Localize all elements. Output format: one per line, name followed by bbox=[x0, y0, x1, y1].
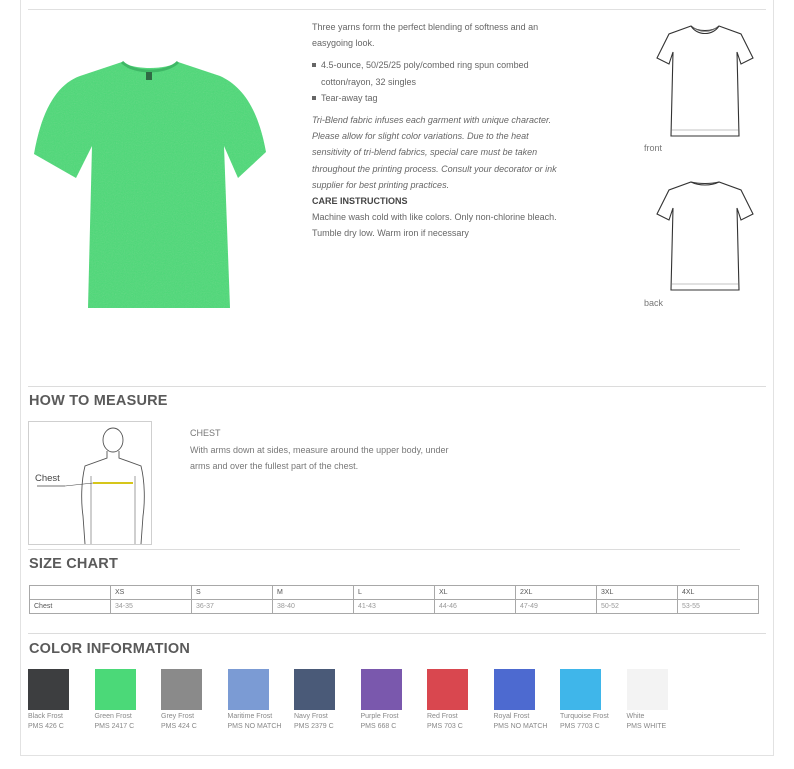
color-chip bbox=[361, 669, 402, 710]
color-pms: PMS NO MATCH bbox=[227, 723, 282, 730]
color-name: Turquoise Frost bbox=[560, 713, 609, 720]
section-divider bbox=[28, 549, 740, 550]
color-chip bbox=[294, 669, 335, 710]
color-name: Maritime Frost bbox=[227, 713, 273, 720]
color-pms: PMS 703 C bbox=[427, 723, 463, 730]
chest-figure-label: Chest bbox=[35, 473, 60, 484]
color-name: Navy Frost bbox=[294, 713, 328, 720]
color-pms: PMS 426 C bbox=[28, 723, 64, 730]
measure-figure bbox=[28, 421, 152, 545]
color-pms: PMS 2379 C bbox=[294, 723, 334, 730]
size-value-cell: 47-49 bbox=[516, 600, 597, 614]
back-flat-sketch bbox=[655, 178, 755, 293]
size-value-cell: 50-52 bbox=[597, 600, 678, 614]
product-description bbox=[312, 19, 562, 242]
size-value-cell: 44-46 bbox=[435, 600, 516, 614]
color-name: Red Frost bbox=[427, 713, 458, 720]
section-divider bbox=[28, 386, 766, 387]
color-swatch bbox=[161, 669, 227, 732]
size-header-cell: 4XL bbox=[678, 586, 759, 600]
back-label: back bbox=[644, 298, 664, 308]
size-value-cell: 34-35 bbox=[111, 600, 192, 614]
care-heading: CARE INSTRUCTIONS bbox=[312, 196, 408, 207]
feature-item: 4.5-ounce, 50/25/25 poly/combed ring spun combed cotton/rayon, 32 singles bbox=[312, 57, 562, 89]
color-swatch bbox=[294, 669, 360, 732]
color-name: Royal Frost bbox=[493, 713, 530, 720]
color-chip bbox=[494, 669, 535, 710]
how-to-measure-title: HOW TO MEASURE bbox=[29, 393, 168, 409]
color-pms: PMS NO MATCH bbox=[493, 723, 548, 730]
color-pms: PMS 668 C bbox=[360, 723, 397, 730]
tee-body bbox=[34, 62, 266, 308]
fabric-note: Tri-Blend fabric infuses each garment with unique character. Please allow for slight color variations. Due to the heat sensitivity of tri-blend fabrics, special care must be taken throughout the printing process. Consult your decorator or ink supplier for best printing practices. bbox=[312, 115, 557, 190]
color-swatch bbox=[427, 669, 493, 732]
feature-item: Tear-away tag bbox=[312, 90, 562, 106]
color-swatch bbox=[494, 669, 560, 732]
feature-list bbox=[312, 57, 562, 106]
top-divider bbox=[28, 9, 766, 10]
color-chip bbox=[228, 669, 269, 710]
size-value-cell: 38-40 bbox=[273, 600, 354, 614]
size-row-label: Chest bbox=[30, 600, 111, 614]
color-name: White bbox=[626, 713, 645, 720]
size-header-cell: S bbox=[192, 586, 273, 600]
size-header-cell: XL bbox=[435, 586, 516, 600]
color-name: Purple Frost bbox=[360, 713, 399, 720]
color-chip bbox=[95, 669, 136, 710]
color-swatch bbox=[95, 669, 161, 732]
front-label: front bbox=[644, 143, 663, 153]
color-name: Green Frost bbox=[94, 713, 132, 720]
size-header-cell: 2XL bbox=[516, 586, 597, 600]
care-text: Machine wash cold with like colors. Only non-chlorine bleach. Tumble dry low. Warm iron if necessary bbox=[312, 212, 557, 239]
size-header-cell: M bbox=[273, 586, 354, 600]
size-chart-title: SIZE CHART bbox=[29, 556, 118, 572]
color-chip bbox=[427, 669, 468, 710]
color-pms: PMS 2417 C bbox=[94, 723, 135, 730]
color-chip bbox=[161, 669, 202, 710]
color-name: Grey Frost bbox=[161, 713, 195, 720]
description-intro: Three yarns form the perfect blending of softness and an easygoing look. bbox=[312, 22, 539, 49]
product-tshirt-image bbox=[30, 58, 270, 313]
color-pms: PMS 424 C bbox=[161, 723, 197, 730]
size-header-cell: XS bbox=[111, 586, 192, 600]
color-swatch bbox=[560, 669, 626, 732]
measure-description: With arms down at sides, measure around the upper body, under arms and over the fullest part of the chest. bbox=[190, 444, 449, 471]
color-chip bbox=[560, 669, 601, 710]
size-header-row bbox=[30, 586, 759, 600]
color-chip bbox=[627, 669, 668, 710]
color-pms: PMS WHITE bbox=[626, 723, 667, 730]
color-information-title: COLOR INFORMATION bbox=[29, 641, 191, 657]
front-flat-sketch bbox=[655, 24, 755, 139]
color-name: Black Frost bbox=[28, 713, 64, 720]
size-value-cell: 41-43 bbox=[354, 600, 435, 614]
size-header-cell: L bbox=[354, 586, 435, 600]
size-value-cell: 53-55 bbox=[678, 600, 759, 614]
size-header-blank bbox=[30, 586, 111, 600]
color-swatch bbox=[28, 669, 94, 732]
color-swatch bbox=[228, 669, 294, 732]
color-swatch bbox=[361, 669, 427, 732]
size-value-cell: 36-37 bbox=[192, 600, 273, 614]
color-pms: PMS 7703 C bbox=[560, 723, 600, 730]
size-header-cell: 3XL bbox=[597, 586, 678, 600]
color-chip bbox=[28, 669, 69, 710]
measure-instructions bbox=[190, 425, 450, 475]
measure-heading: CHEST bbox=[190, 428, 221, 438]
color-swatch bbox=[627, 669, 693, 732]
section-divider bbox=[28, 633, 766, 634]
size-chart-table bbox=[29, 585, 759, 614]
chest-size-row bbox=[30, 600, 759, 614]
